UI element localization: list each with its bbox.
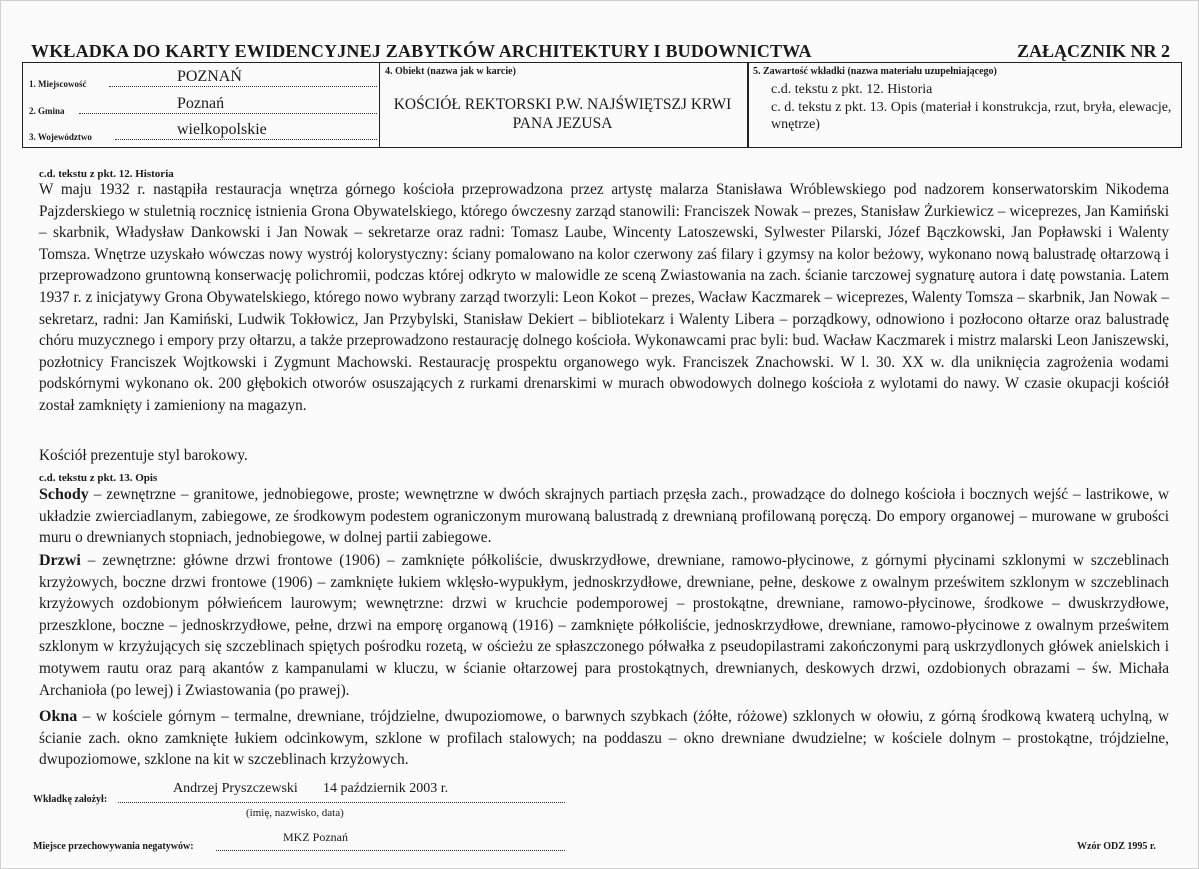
wojewodztwo-label: 3. Województwo bbox=[29, 132, 92, 142]
history-paragraph: W maju 1932 r. nastąpiła restauracja wnętrza górnego kościoła przeprowadzona przez artystę malarza Stanisława Wróblewskiego pod nadzorem konserwatorskim Nikodema Pajzderskiego w stuletnią rocznicę istnienia Grona Obywatelskiego, którego ówczesny zarząd stanowili: Franciszek Nowak – prezes, Stanisław Żurkiewicz – wiceprezes, Jan Kamiński – skarbnik, Władysław Dankowski i Jan Nowak – sekretarze oraz radni: Tomasz Laube, Wincenty Latoszewski, Sylwester Pilarski, Józef Bączkowski, Jan Popławski i Walenty Tomsza. Wnętrze uzyskało wówczas nowy wystrój kolorystyczny: ściany pomalowano na kolor czerwony zaś filary i gzymsy na kolor beżowy, wykonano nową balustradę ołtarzową i przeprowadzono gruntowną konserwację polichromii, podczas której odkryto w malowidle ze sceną Zwiastowania na zach. ścianie tarczowej sygnaturę autora i datę powstania. Latem 1937 r. z inicjatywy Grona Obywatelskiego, którego nowo wybrany zarząd tworzyli: Leon Kokot – prezes, Wacław Kaczmarek – wiceprezes, Walenty Tomsza – skarbnik, Jan Nowak – sekretarz, radni: Jan Kamiński, Ludwik Tokłowicz, Jan Przybylski, Stanisław Dekiert – bibliotekarz i Walenty Libera – porządkowy, odnowiono i pozłocono ołtarze oraz balustradę chóru muzycznego i empory przy ołtarzu, a także przeprowadzono restaurację dolnego kościoła. Wykonawcami prac byli: bud. Wacław Kaczmarek i mistrz malarski Leon Janiszewski, pozłotnicy Franciszek Wojtkowski i Zygmunt Machowski. Restaurację prospektu organowego wyk. Franciszek Znachowski. W l. 30. XX w. dla uniknięcia zagrożenia wodami podskórnymi wykonano ok. 200 głębokich otworów osuszających z rurkami drenarskimi w murach obwodowych dolnego kościoła z wylotami do nawy. W czasie okupacji kościół został zamknięty i zamieniony na magazyn. bbox=[39, 181, 1169, 414]
author-name: Andrzej Pryszczewski bbox=[173, 781, 298, 796]
drzwi-text: – zewnętrzne: główne drzwi frontowe (1906) – zamknięte półkoliście, dwuskrzydłowe, drewniane, ramowo-płycinowe, z górnymi płycinami szklonymi w szczeblinach krzyżowych, boczne drzwi frontowe (1906) – zamknięte łukiem wklęsło-wypukłym, jednoskrzydłowe, drewniane, pełne, deskowe z owalnym prześwitem szklonym w szczeblinach krzyżowych ozdobionym półwieńcem laurowym; wewnętrzne: drzwi w kruchcie podemporowej – prostokątne, drewniane, ramowo-płycinowe, środkowe – dwuskrzydłowe, przeszklone, boczne – jednoskrzydłowe, pełne, drzwi na emporę organową (1916) – zamknięte półkoliście, jednoskrzydłowe, drewniane, ramowo-płycinowe z owalnym prześwitem szklonym w krzyżujących się szczeblinach spiętych pośrodku rozetą, w ościeżu ze spłaszczonego półwałka z pseudopilastrami zakończonymi parą uskrzydlonych główek anielskich i motywem rautu oraz parą akantów z kampanulami w kluczu, w ścianie ołtarzowej para prostokątnych, drewnianych, deskowych drzwi, ozdobionych obrazami – św. Michała Archanioła (po lewej) i Zwiastowania (po prawej). bbox=[39, 552, 1169, 699]
okna-paragraph bbox=[39, 706, 1169, 771]
schody-paragraph bbox=[39, 484, 1169, 549]
description-heading: c.d. tekstu z pkt. 13. Opis bbox=[39, 472, 158, 484]
identification-box bbox=[22, 62, 1182, 148]
author-hint: (imię, nazwisko, data) bbox=[246, 807, 344, 819]
form-title: WKŁADKA DO KARTY EWIDENCYJNEJ ZABYTKÓW ARCHITEKTURY I BUDOWNICTWA bbox=[31, 41, 812, 61]
dotted-line bbox=[115, 139, 377, 140]
field-gmina bbox=[27, 94, 377, 116]
miejscowosc-value: POZNAŃ bbox=[177, 68, 242, 85]
field-wojewodztwo bbox=[27, 120, 377, 142]
miejscowosc-label: 1. Miejscowość bbox=[29, 79, 87, 89]
style-note: Kościół prezentuje styl barokowy. bbox=[39, 447, 248, 464]
dotted-line bbox=[109, 86, 377, 87]
field-miejscowosc bbox=[27, 67, 377, 89]
contents-line-1: c.d. tekstu z pkt. 12. Historia bbox=[771, 82, 933, 97]
object-label: 4. Obiekt (nazwa jak w karcie) bbox=[385, 66, 516, 77]
okna-label: Okna bbox=[39, 708, 78, 725]
divider-right bbox=[747, 63, 749, 147]
okna-text: – w kościele górnym – termalne, drewniane, trójdzielne, dwupoziomowe, o barwnych szybkach (żółte, różowe) szklonych w ołowiu, z górną środkową kwaterą uchylną, w ścianie zach. okno zamknięte łukiem odcinkowym, szklone w profilach stalowych; na poddaszu – okno drewniane dwudzielne; w kościele dolnym – prostokątne, trójdzielne, dwupoziomowe, szklone na kit w szczeblinach krzyżowych. bbox=[39, 708, 1169, 769]
storage-value: MKZ Poznań bbox=[283, 830, 348, 844]
drzwi-paragraph bbox=[39, 550, 1169, 701]
author-date: 14 październik 2003 r. bbox=[323, 781, 449, 796]
annex-number: ZAŁĄCZNIK NR 2 bbox=[1016, 41, 1170, 61]
contents-line-2: c. d. tekstu z pkt. 13. Opis (materiał i konstrukcja, rzut, bryła, elewacje, wnętrze) bbox=[771, 100, 1172, 132]
gmina-label: 2. Gmina bbox=[29, 106, 65, 116]
gmina-value: Poznań bbox=[177, 95, 225, 112]
object-name: KOŚCIÓŁ REKTORSKI P.W. NAJŚWIĘTSZJ KRWI PANA JEZUSA bbox=[393, 96, 732, 132]
contents-label: 5. Zawartość wkładki (nazwa materiału uzupełniającego) bbox=[753, 66, 997, 77]
wojewodztwo-value: wielkopolskie bbox=[177, 121, 267, 138]
dotted-line bbox=[79, 113, 377, 114]
schody-text: – zewnętrzne – granitowe, jednobiegowe, proste; wewnętrzne w dwóch skrajnych partiach przęsła zach., prowadzące do dolnego kościoła i bocznych wejść – lastrikowe, w układzie zwierciadlanym, zabiegowe, ze środkowym podestem ograniczonym murowaną balustradą z drewnianą profilowaną poręczą. Do empory organowej – murowane w grubości muru o drewnianych stopniach, jednobiegowe, w dolnej partii zabiegowe. bbox=[39, 486, 1169, 547]
author-label: Wkładkę założył: bbox=[33, 794, 108, 805]
schody-label: Schody bbox=[39, 486, 89, 503]
storage-dotted-line bbox=[216, 850, 565, 851]
storage-label: Miejsce przechowywania negatywów: bbox=[33, 841, 194, 852]
form-pattern: Wzór ODZ 1995 r. bbox=[1077, 841, 1156, 852]
author-dotted-line bbox=[118, 802, 565, 803]
history-heading: c.d. tekstu z pkt. 12. Historia bbox=[39, 168, 174, 180]
drzwi-label: Drzwi bbox=[39, 552, 81, 569]
